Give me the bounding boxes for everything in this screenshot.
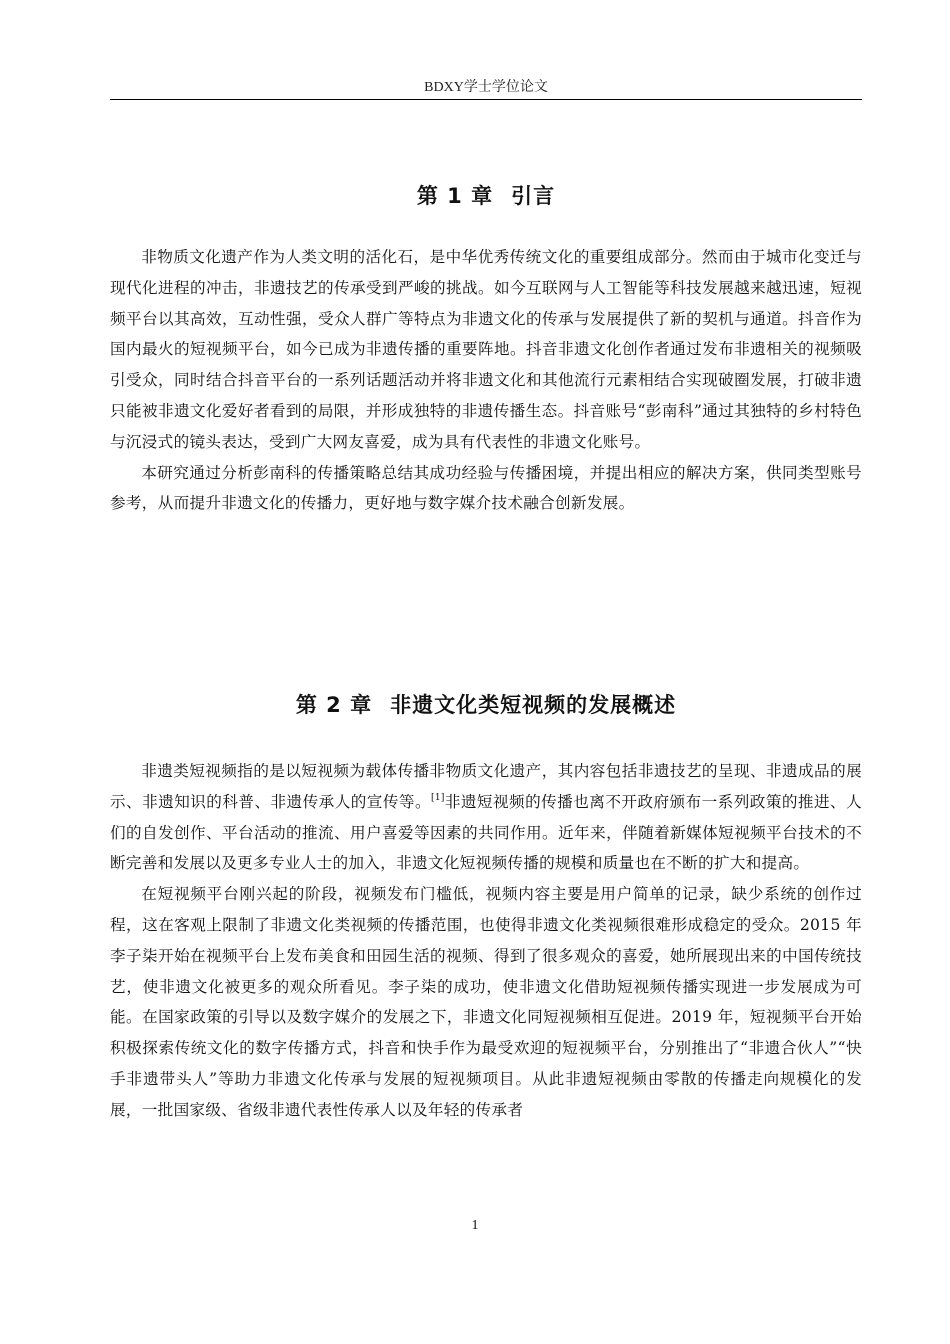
chapter-1-paragraph-1: 非物质文化遗产作为人类文明的活化石，是中华优秀传统文化的重要组成部分。然而由于城市化变迁与现代化进程的冲击，非遗技艺的传承受到严峻的挑战。如今互联网与人工智能等科技发展越来越迅速，短视频平台以其高效，互动性强，受众人群广等特点为非遗文化的传承与发展提供了新的契机与通道。抖音作为国内最火的短视频平台，如今已成为非遗传播的重要阵地。抖音非遗文化创作者通过发布非遗相关的视频吸引受众，同时结合抖音平台的一系列话题活动并将非遗文化和其他流行元素相结合实现破圈发展，打破非遗只能被非遗文化爱好者看到的局限，并形成独特的非遗传播生态。抖音账号“彭南科”通过其独特的乡村特色与沉浸式的镜头表达，受到广大网友喜爱，成为具有代表性的非遗文化账号。: [110, 248, 862, 451]
chapter-1-heading: [110, 180, 862, 210]
chapter-1-body: [110, 242, 862, 519]
citation-ref-1[interactable]: [1]: [431, 792, 445, 803]
chapter-1-number: 第 1 章: [416, 184, 494, 208]
chapter-1-paragraph-2: 本研究通过分析彭南科的传播策略总结其成功经验与传播困境，并提出相应的解决方案，供同类型账号参考，从而提升非遗文化的传播力，更好地与数字媒介技术融合创新发展。: [110, 463, 862, 513]
chapter-2-heading: [110, 689, 862, 719]
header-divider: [110, 99, 862, 100]
chapter-2-body: [110, 756, 862, 1126]
chapter-2-paragraph-1: [110, 756, 862, 879]
running-header: BDXY学士学位论文: [424, 80, 548, 95]
chapter-2-title: 非遗文化类短视频的发展概述: [390, 693, 677, 717]
chapter-2-number: 第 2 章: [295, 693, 373, 717]
chapter-2-paragraph-2: 在短视频平台刚兴起的阶段，视频发布门槛低，视频内容主要是用户简单的记录，缺少系统的创作过程，这在客观上限制了非遗文化类视频的传播范围，也使得非遗文化类视频很难形成稳定的受众。2015 年李子柒开始在视频平台上发布美食和田园生活的视频、得到了很多观众的喜爱，她所展现出来的中国传统技艺，使非遗文化被更多的观众所看见。李子柒的成功，使非遗文化借助短视频传播实现进一步发展成为可能。在国家政策的引导以及数字媒介的发展之下，非遗文化同短视频相互促进。2019 年，短视频平台开始积极探索传统文化的数字传播方式，抖音和快手作为最受欢迎的短视频平台，分别推出了“非遗合伙人”“快手非遗带头人”等助力非遗文化传承与发展的短视频项目。从此非遗短视频由零散的传播走向规模化的发展，一批国家级、省级非遗代表性传承人以及年轻的传承者: [110, 885, 862, 1119]
chapter-1-title: 引言: [511, 184, 556, 208]
chapter-2-p1-text-b: 非遗短视频的传播也离不开政府颁布一系列政策的推进、人们的自发创作、平台活动的推流、用户喜爱等因素的共同作用。近年来，伴随着新媒体短视频平台技术的不断完善和发展以及更多专业人士的加入，非遗文化短视频传播的规模和质量也在不断的扩大和提高。: [110, 792, 862, 873]
page-number: 1: [471, 1218, 479, 1233]
chapter-2-p1-text-a: 非遗类短视频指的是以短视频为载体传播非物质文化遗产，其内容包括非遗技艺的呈现、非遗成品的展示、非遗知识的科普、非遗传承人的宣传等。: [110, 762, 862, 811]
